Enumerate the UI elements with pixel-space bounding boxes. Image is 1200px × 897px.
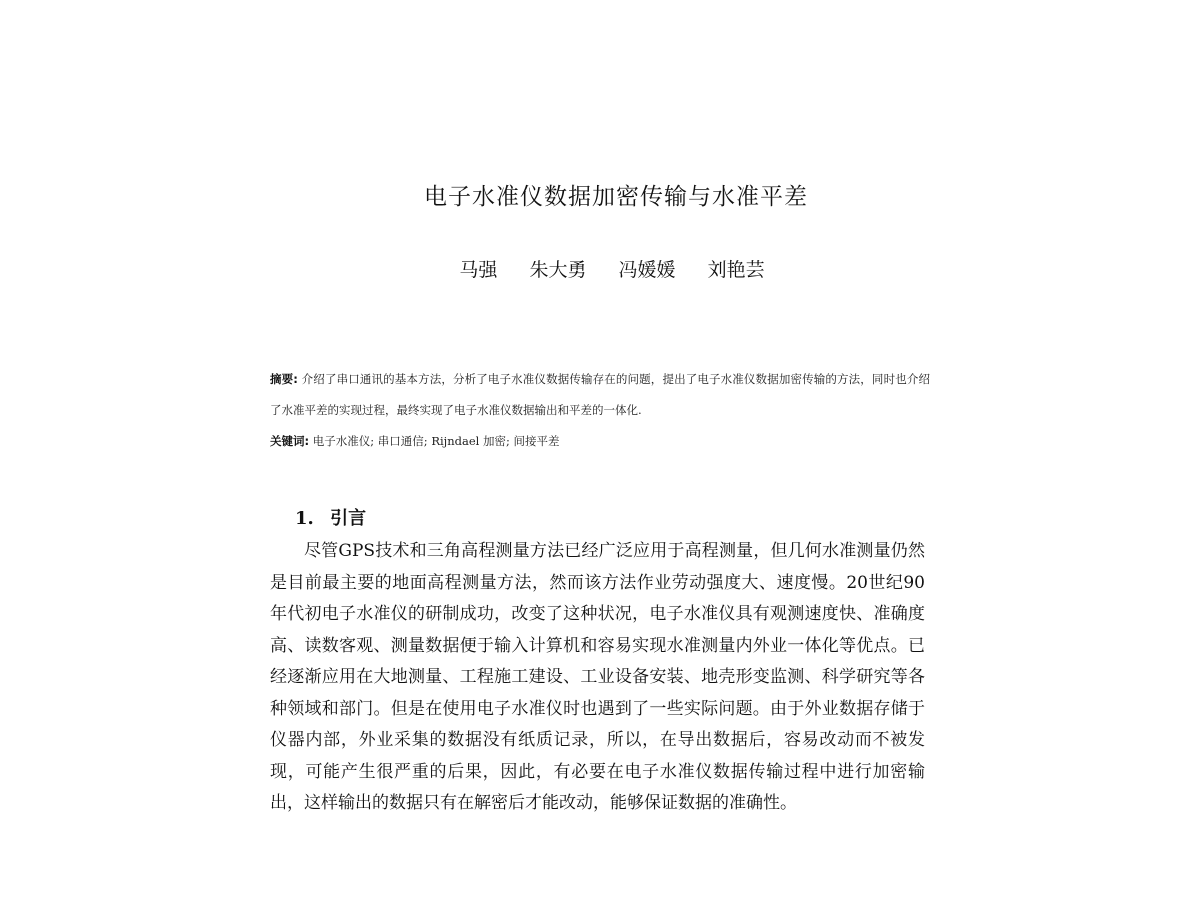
keywords-paragraph	[270, 426, 930, 457]
keywords-text: 电子水准仪; 串口通信; Rijndael 加密; 间接平差	[312, 434, 560, 448]
keywords-label: 关键词:	[270, 434, 310, 448]
section-number: 1.	[295, 508, 314, 529]
author-name: 朱大勇	[529, 259, 587, 281]
abstract-paragraph	[270, 364, 930, 426]
author-name: 冯媛媛	[618, 259, 676, 281]
abstract-text: 介绍了串口通讯的基本方法，分析了电子水准仪数据传输存在的问题，提出了电子水准仪数据加密传输的方法，同时也介绍了水准平差的实现过程，最终实现了电子水准仪数据输出和平差的一体化.	[270, 372, 930, 417]
paper-title: 电子水准仪数据加密传输与水准平差	[424, 184, 808, 210]
section-body-paragraph: 尽管GPS技术和三角高程测量方法已经广泛应用于高程测量，但几何水准测量仍然是目前最主要的地面高程测量方法，然而该方法作业劳动强度大、速度慢。20世纪90年代初电子水准仪的研制成功，改变了这种状况，电子水准仪具有观测速度快、准确度高、读数客观、测量数据便于输入计算机和容易实现水准测量内外业一体化等优点。已经逐渐应用在大地测量、工程施工建设、工业设备安装、地壳形变监测、科学研究等各种领域和部门。但是在使用电子水准仪时也遇到了一些实际问题。由于外业数据存储于仪器内部，外业采集的数据没有纸质记录，所以，在导出数据后，容易改动而不被发现，可能产生很严重的后果，因此，有必要在电子水准仪数据传输过程中进行加密输出，这样输出的数据只有在解密后才能改动，能够保证数据的准确性。	[270, 541, 925, 813]
section-title-text: 引言	[330, 508, 367, 529]
author-name: 马强	[459, 259, 498, 281]
author-list	[0, 255, 1200, 282]
author-name: 刘艳芸	[707, 259, 765, 281]
section-heading	[295, 504, 366, 530]
abstract-label: 摘要:	[270, 372, 298, 386]
abstract-block	[270, 364, 930, 457]
